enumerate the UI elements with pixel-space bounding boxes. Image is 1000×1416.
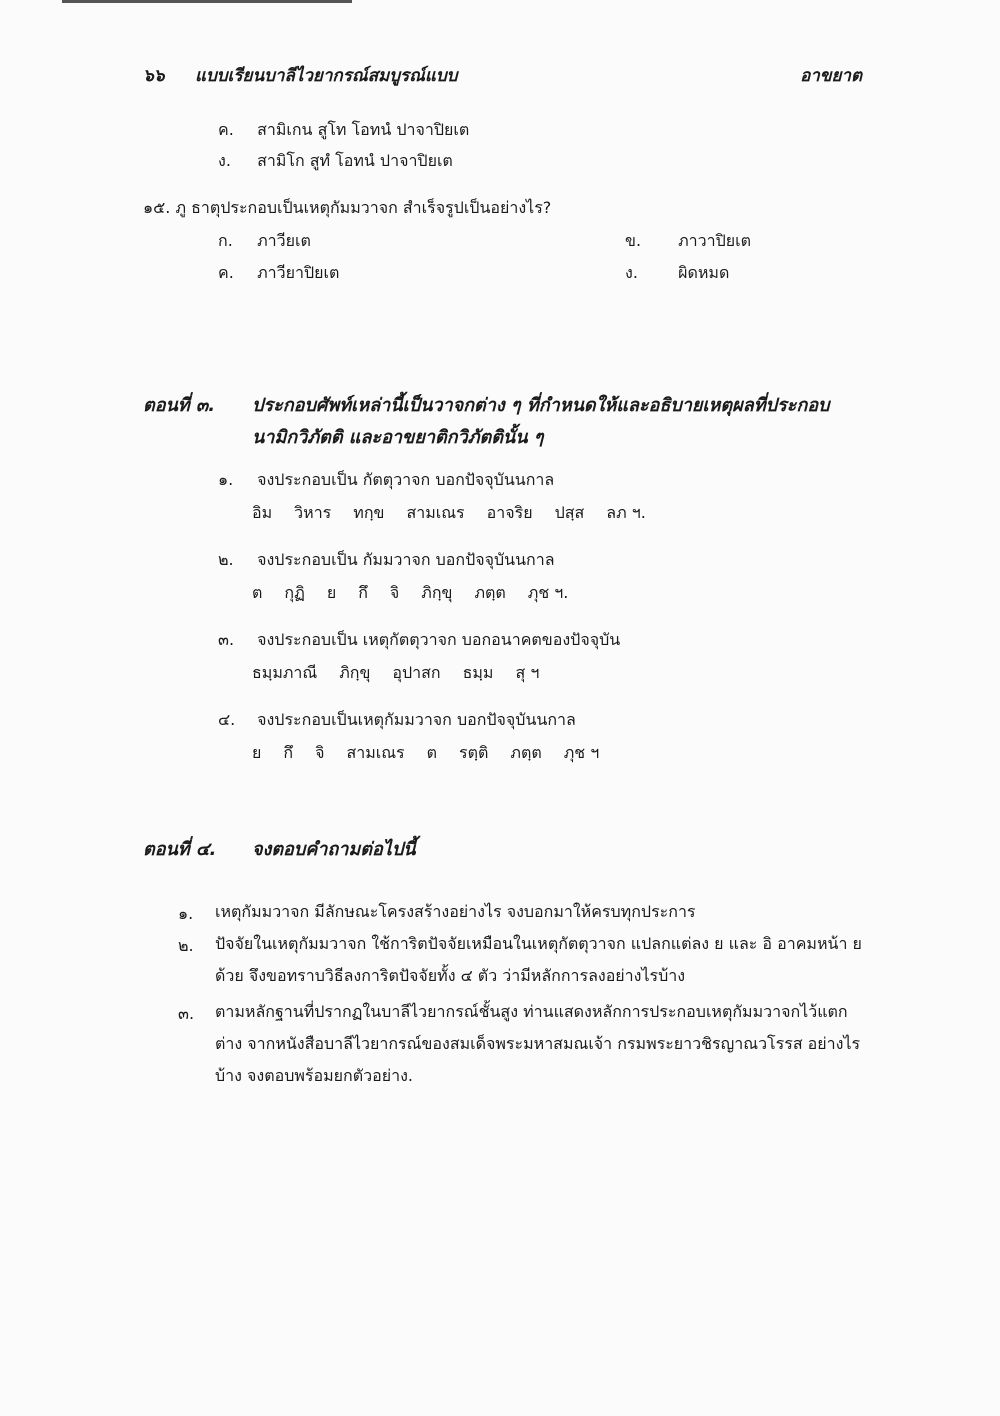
- q14-option-c: [218, 118, 469, 143]
- option-label: ง.: [218, 151, 231, 170]
- item-number: ๔.: [218, 710, 236, 729]
- word: ต: [252, 583, 263, 602]
- word: ลภ ฯ.: [606, 503, 646, 522]
- word: ภิกฺขุ: [421, 583, 453, 602]
- option-label: ง.: [625, 263, 638, 282]
- part3-label: ตอนที่ ๓.: [143, 395, 216, 416]
- word: ธมฺมภาณี: [252, 663, 318, 682]
- word: ภุช ฯ: [563, 743, 600, 762]
- word: กุฏิ: [284, 583, 305, 602]
- book-title: แบบเรียนบาลีไวยากรณ์สมบูรณ์แบบ: [195, 66, 458, 86]
- word: ภุช ฯ.: [527, 583, 569, 602]
- part3-item-3: [218, 628, 620, 653]
- word: วิหาร: [294, 503, 332, 522]
- q15-option-d: [625, 261, 729, 286]
- item-title: จงประกอบเป็น เหตุกัตตุวาจก บอกอนาคตของปัจจุบัน: [257, 630, 621, 649]
- part3-item-2-words: [252, 581, 590, 606]
- word: กึ: [283, 743, 294, 762]
- part3-instruction-line2: นามิกวิภัตติ และอาขยาติกวิภัตตินั้น ๆ: [252, 427, 544, 448]
- option-text: ภาวียาปิยเต: [257, 263, 340, 282]
- word: ย: [326, 583, 337, 602]
- word: กึ: [358, 583, 368, 602]
- q15-option-a: [218, 229, 311, 254]
- word: อิม: [252, 503, 273, 522]
- item-title: จงประกอบเป็นเหตุกัมมวาจก บอกปัจจุบันนกาล: [257, 710, 576, 729]
- part3-item-2: [218, 548, 555, 573]
- word: ภิกฺขุ: [339, 663, 371, 682]
- q15-question: ๑๕. ภู ธาตุประกอบเป็นเหตุกัมมวาจก สำเร็จรูปเป็นอย่างไร?: [143, 198, 552, 217]
- part4-item-1-text: เหตุกัมมวาจก มีลักษณะโครงสร้างอย่างไร จงบอกมาให้ครบทุกประการ: [215, 902, 696, 921]
- option-label: ค.: [218, 120, 234, 139]
- option-label: ค.: [218, 263, 234, 282]
- part3-item-4: [218, 708, 576, 733]
- item-title: จงประกอบเป็น กัมมวาจก บอกปัจจุบันนกาล: [257, 550, 555, 569]
- part3-item-1: [218, 468, 554, 493]
- part3-item-3-words: [252, 661, 561, 686]
- part4-item-3-number: ๓.: [178, 1004, 195, 1023]
- option-text: สามิเกน สูโท โอทนํ ปาจาปิยเต: [257, 120, 470, 139]
- word: อุปาสก: [392, 663, 441, 682]
- word: ธมฺม: [462, 663, 494, 682]
- top-rule: [62, 0, 352, 3]
- option-label: ข.: [625, 231, 642, 250]
- item-number: ๒.: [218, 550, 234, 569]
- part4-label: ตอนที่ ๔.: [143, 839, 217, 860]
- word: จิ: [389, 583, 400, 602]
- section-title: อาขยาต: [800, 66, 862, 86]
- part4-item-2-text: ปัจจัยในเหตุกัมมวาจก ใช้การิตปัจจัยเหมือนในเหตุกัตตุวาจก แปลกแต่ลง ย และ อิ อาคมหน้า ย ด้วย จึงขอทราบวิธีลงการิตปัจจัยทั้ง ๔ ตัว ว่ามีหลักการลงอย่างไรบ้าง: [215, 934, 862, 985]
- word: สามเณร: [346, 743, 405, 762]
- part4-instruction: จงตอบคำถามต่อไปนี้: [252, 839, 416, 860]
- option-text: ผิดหมด: [678, 263, 730, 282]
- word: รตฺติ: [459, 743, 489, 762]
- option-text: สามิโก สูทํ โอทนํ ปาจาปิยเต: [257, 151, 453, 170]
- option-text: ภาวียเต: [257, 231, 311, 250]
- word: ย: [252, 743, 262, 762]
- option-label: ก.: [218, 231, 233, 250]
- q14-option-d: [218, 149, 453, 174]
- part3-item-4-words: [252, 741, 621, 766]
- part4-item-2-number: ๒.: [178, 936, 194, 955]
- part4-item-3-text: ตามหลักฐานที่ปรากฏในบาลีไวยากรณ์ชั้นสูง ท่านแสดงหลักการประกอบเหตุกัมมวาจกไว้แตกต่าง จากหนังสือบาลีไวยากรณ์ของสมเด็จพระมหาสมณเจ้า กรมพระยาวชิรญาณวโรรส อย่างไรบ้าง จงตอบพร้อมยกตัวอย่าง.: [215, 1002, 861, 1085]
- q15-option-b: [625, 229, 751, 254]
- word: สามเณร: [406, 503, 465, 522]
- word: ทกฺข: [353, 503, 385, 522]
- page-number: ๖๖: [143, 66, 165, 86]
- item-number: ๑.: [218, 470, 234, 489]
- item-number: ๓.: [218, 630, 235, 649]
- word: สุ ฯ: [515, 663, 540, 682]
- word: ภตฺต: [510, 743, 542, 762]
- word: อาจริย: [486, 503, 533, 522]
- part3-instruction-line1: ประกอบศัพท์เหล่านี้เป็นวาจกต่าง ๆ ที่กำหนดให้และอธิบายเหตุผลที่ประกอบ: [252, 395, 830, 416]
- part4-item-1-number: ๑.: [178, 904, 194, 923]
- item-title: จงประกอบเป็น กัตตุวาจก บอกปัจจุบันนกาล: [257, 470, 555, 489]
- part3-item-1-words: [252, 501, 668, 526]
- word: ปสฺส: [554, 503, 585, 522]
- q15-option-c: [218, 261, 339, 286]
- word: ต: [426, 743, 438, 762]
- option-text: ภาวาปิยเต: [678, 231, 751, 250]
- word: จิ: [315, 743, 325, 762]
- word: ภตฺต: [474, 583, 506, 602]
